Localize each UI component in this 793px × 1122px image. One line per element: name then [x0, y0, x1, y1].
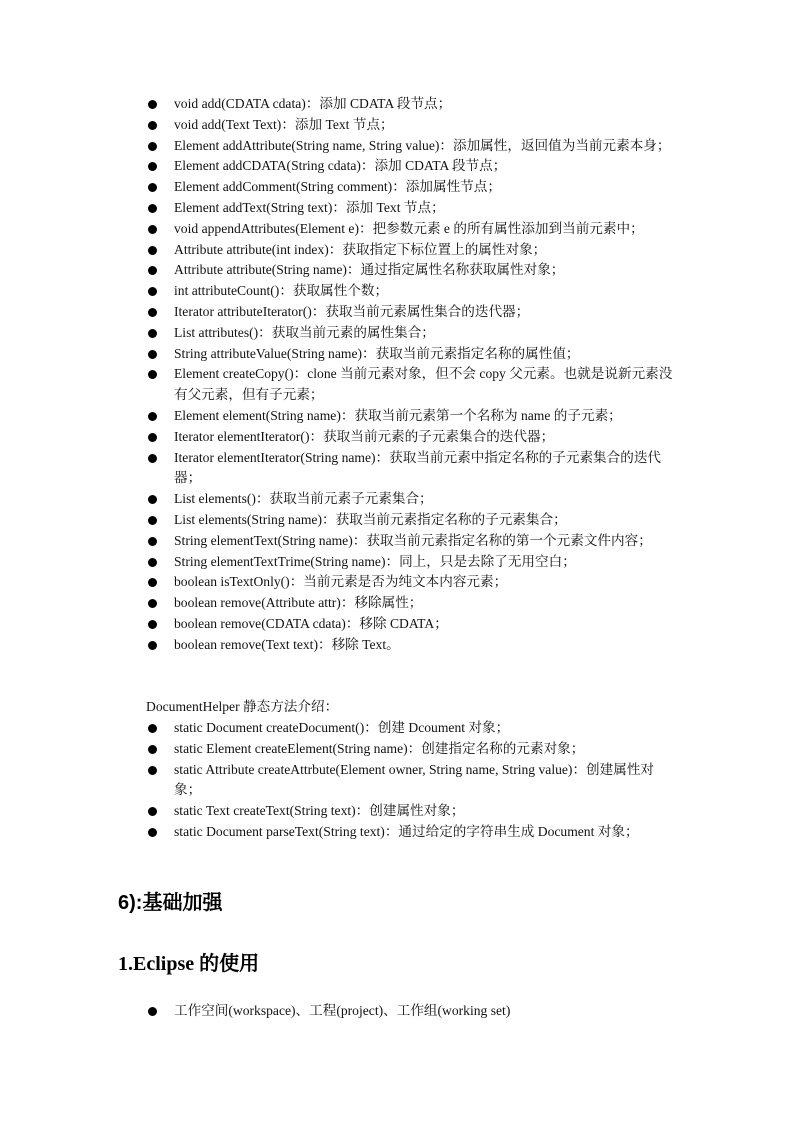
list-item-text: static Attribute createAttrbute(Element owner, String name, String value)：创建属性对象；: [174, 761, 655, 798]
list-item-text: Iterator elementIterator()：获取当前元素的子元素集合的迭代器；: [174, 428, 555, 444]
list-item-text: static Element createElement(String name)：创建指定名称的元素对象；: [174, 740, 585, 756]
list-item: [146, 1001, 681, 1022]
list-item: [146, 406, 681, 427]
list-item: [146, 219, 681, 240]
list-item: [146, 489, 681, 510]
list-item: [146, 323, 681, 344]
list-item-text: Attribute attribute(int index)：获取指定下标位置上的属性对象；: [174, 241, 547, 257]
list-item: [146, 240, 681, 261]
list-item: [146, 198, 681, 219]
list-item: [146, 801, 681, 822]
bullet-icon: [148, 828, 157, 837]
bullet-icon: [148, 266, 157, 275]
list-item-text: boolean remove(Attribute attr)：移除属性；: [174, 595, 423, 611]
list-item-text: 工作空间(workspace)、工程(project)、工作组(working set): [174, 1003, 511, 1018]
bullet-icon: [148, 204, 157, 213]
list-item-text: List elements(String name)：获取当前元素指定名称的子元素集合；: [174, 511, 567, 527]
bullet-icon: [148, 745, 157, 754]
list-item: [146, 156, 681, 177]
bullet-icon: [148, 1007, 157, 1016]
list-item: [146, 510, 681, 531]
bullet-icon: [148, 121, 157, 130]
list-item-text: void add(CDATA cdata)：添加 CDATA 段节点；: [174, 96, 452, 111]
bullet-icon: [148, 495, 157, 504]
list-item-text: int attributeCount()：获取属性个数；: [174, 283, 389, 299]
bullet-icon: [148, 246, 157, 255]
bullet-icon: [148, 412, 157, 421]
list-item-text: Element createCopy()：clone 当前元素对象，但不会 copy 父元素。也就是说新元素没有父元素，但有子元素；: [174, 366, 673, 403]
list-item: [146, 531, 681, 552]
list-item-text: Iterator elementIterator(String name)：获取当前元素中指定名称的子元素集合的迭代器；: [174, 449, 662, 486]
document-helper-methods-list: [146, 718, 681, 843]
list-item-text: static Text createText(String text)：创建属性对象；: [174, 803, 465, 819]
bullet-icon: [148, 350, 157, 359]
bullet-icon: [148, 308, 157, 317]
bullet-icon: [148, 558, 157, 567]
list-item: [146, 593, 681, 614]
list-item-text: String elementText(String name)：获取当前元素指定名称的第一个元素文件内容；: [174, 532, 652, 548]
list-item: [146, 115, 681, 136]
list-item: [146, 427, 681, 448]
bullet-icon: [148, 516, 157, 525]
bullet-icon: [148, 454, 157, 463]
bullet-icon: [148, 620, 157, 629]
list-item-text: Element addText(String text)：添加 Text 节点；: [174, 199, 445, 215]
bullet-icon: [148, 142, 157, 151]
bullet-icon: [148, 807, 157, 816]
list-item: [146, 94, 681, 115]
list-item-text: Element element(String name)：获取当前元素第一个名称为 name 的子元素；: [174, 407, 622, 423]
bullet-icon: [148, 537, 157, 546]
list-item-text: Element addAttribute(String name, String value)：添加属性，返回值为当前元素本身；: [174, 137, 671, 153]
element-methods-list: [146, 94, 681, 656]
list-item-text: Element addComment(String comment)：添加属性节点；: [174, 179, 501, 195]
list-item-text: void appendAttributes(Element e)：把参数元素 e 的所有属性添加到当前元素中；: [174, 220, 644, 236]
list-item: [146, 822, 681, 843]
list-item: [146, 552, 681, 573]
list-item: [146, 635, 681, 656]
list-item: [146, 302, 681, 323]
section-heading: 6):基础加强: [118, 892, 223, 914]
list-item-text: String elementTextTrime(String name)：同上，只是去除了无用空白；: [174, 553, 576, 569]
bullet-icon: [148, 287, 157, 296]
bullet-icon: [148, 100, 157, 109]
bullet-icon: [148, 370, 157, 379]
bullet-icon: [148, 225, 157, 234]
list-item-text: Element addCDATA(String cdata)：添加 CDATA 段节点；: [174, 158, 507, 174]
list-item-text: String attributeValue(String name)：获取当前元素指定名称的属性值；: [174, 345, 580, 361]
list-item: [146, 718, 681, 739]
bullet-icon: [148, 641, 157, 650]
list-item: [146, 281, 681, 302]
bullet-icon: [148, 433, 157, 442]
list-item-text: List attributes()：获取当前元素的属性集合；: [174, 324, 435, 340]
list-item-text: Attribute attribute(String name)：通过指定属性名称获取属性对象；: [174, 262, 565, 278]
bullet-icon: [148, 162, 157, 171]
list-item-text: boolean remove(CDATA cdata)：移除 CDATA；: [174, 615, 448, 631]
list-item-text: Iterator attributeIterator()：获取当前元素属性集合的迭代器；: [174, 303, 530, 319]
document-helper-title: DocumentHelper 静态方法介绍：: [146, 699, 339, 714]
list-item-text: void add(Text Text)：添加 Text 节点；: [174, 116, 394, 132]
list-item: [146, 739, 681, 760]
list-item: [146, 364, 681, 406]
list-item: [146, 448, 681, 490]
list-item: [146, 760, 681, 802]
bullet-icon: [148, 578, 157, 587]
list-item-text: boolean remove(Text text)：移除 Text。: [174, 636, 400, 652]
list-item: [146, 344, 681, 365]
list-item: [146, 136, 681, 157]
list-item: [146, 614, 681, 635]
list-item: [146, 572, 681, 593]
eclipse-usage-list: [146, 1001, 681, 1022]
list-item-text: static Document createDocument()：创建 Dcoument 对象；: [174, 720, 510, 735]
list-item: [146, 260, 681, 281]
list-item-text: static Document parseText(String text)：通过给定的字符串生成 Document 对象；: [174, 823, 639, 839]
bullet-icon: [148, 329, 157, 338]
list-item: [146, 177, 681, 198]
list-item-text: boolean isTextOnly()：当前元素是否为纯文本内容元素；: [174, 574, 508, 590]
bullet-icon: [148, 183, 157, 192]
bullet-icon: [148, 599, 157, 608]
bullet-icon: [148, 766, 157, 775]
subsection-heading: 1.Eclipse 的使用: [118, 953, 260, 975]
bullet-icon: [148, 724, 157, 733]
list-item-text: List elements()：获取当前元素子元素集合；: [174, 491, 433, 507]
